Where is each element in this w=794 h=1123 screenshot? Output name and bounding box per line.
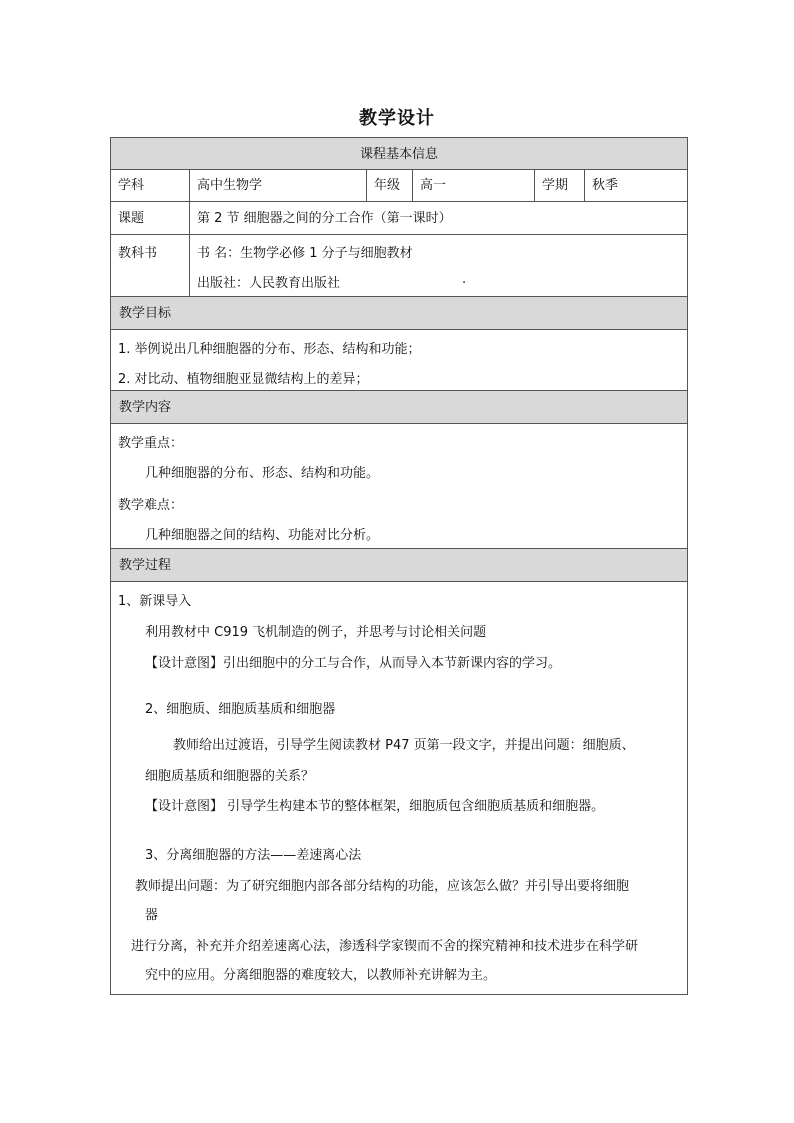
difficulty-text: 几种细胞器之间的结构、功能对比分析。 (145, 528, 380, 543)
objective-item: 2. 对比动、植物细胞亚显微结构上的差异； (118, 372, 369, 387)
difficulty-label: 教学难点： (118, 498, 184, 513)
term-value: 秋季 (584, 170, 687, 201)
objectives-body (110, 330, 688, 391)
grade-label: 年级 (366, 170, 412, 201)
section-3-text-4: 究中的应用。分离细胞器的难度较大，以教师补充讲解为主。 (145, 968, 497, 983)
topic-value: 第 2 节 细胞器之间的分工合作（第一课时） (189, 202, 687, 234)
subject-value: 高中生物学 (189, 170, 366, 201)
key-point-label: 教学重点： (118, 436, 184, 451)
section-3-title: 3、分离细胞器的方法——差速离心法 (145, 848, 362, 863)
section-2-text-2: 细胞质基质和细胞器的关系？ (145, 769, 315, 784)
document-title: 教学设计 (359, 108, 435, 129)
textbook-row (110, 235, 688, 297)
objectives-header: 教学目标 (110, 297, 688, 330)
section-1-text: 利用教材中 C919 飞机制造的例子，并思考与讨论相关问题 (145, 625, 487, 640)
textbook-label-cell (111, 235, 189, 296)
term-label: 学期 (534, 170, 584, 201)
grade-value: 高一 (412, 170, 534, 201)
section-3-text-3: 进行分离，补充并介绍差速离心法，渗透科学家锲而不舍的探究精神和技术进步在科学研 (131, 939, 639, 954)
section-2-text-1: 教师给出过渡语，引导学生阅读教材 P47 页第一段文字，并提出问题：细胞质、 (173, 738, 635, 753)
textbook-label: 教科书 (118, 246, 158, 261)
process-body (110, 582, 688, 995)
section-2-intent: 【设计意图】 引导学生构建本节的整体框架，细胞质包含细胞质基质和细胞器。 (145, 799, 605, 814)
content-header: 教学内容 (110, 391, 688, 424)
section-1-intent: 【设计意图】引出细胞中的分工与合作，从而导入本节新课内容的学习。 (145, 656, 562, 671)
key-point-text: 几种细胞器的分布、形态、结构和功能。 (145, 466, 380, 481)
content-body (110, 424, 688, 549)
section-3-text-1: 教师提出问题：为了研究细胞内部各部分结构的功能，应该怎么做？并引导出要将细胞 (135, 879, 630, 894)
textbook-name: 书 名：生物学必修 1 分子与细胞教材 (197, 246, 413, 261)
topic-row (110, 202, 688, 235)
textbook-publisher: 出版社：人民教育出版社 (197, 276, 341, 291)
subject-label: 学科 (118, 178, 145, 193)
lesson-plan-table (110, 137, 688, 995)
process-header: 教学过程 (110, 549, 688, 582)
section-2-title: 2、细胞质、细胞质基质和细胞器 (145, 702, 336, 717)
section-1-title: 1、新课导入 (118, 594, 192, 609)
objective-item: 1. 举例说出几种细胞器的分布、形态、结构和功能； (118, 342, 421, 357)
textbook-value-cell (189, 235, 687, 296)
publisher-dot: . (462, 272, 467, 287)
basic-info-header: 课程基本信息 (110, 137, 688, 170)
subject-row (110, 170, 688, 202)
topic-label: 课题 (118, 211, 145, 226)
section-3-text-2: 器 (145, 908, 159, 923)
